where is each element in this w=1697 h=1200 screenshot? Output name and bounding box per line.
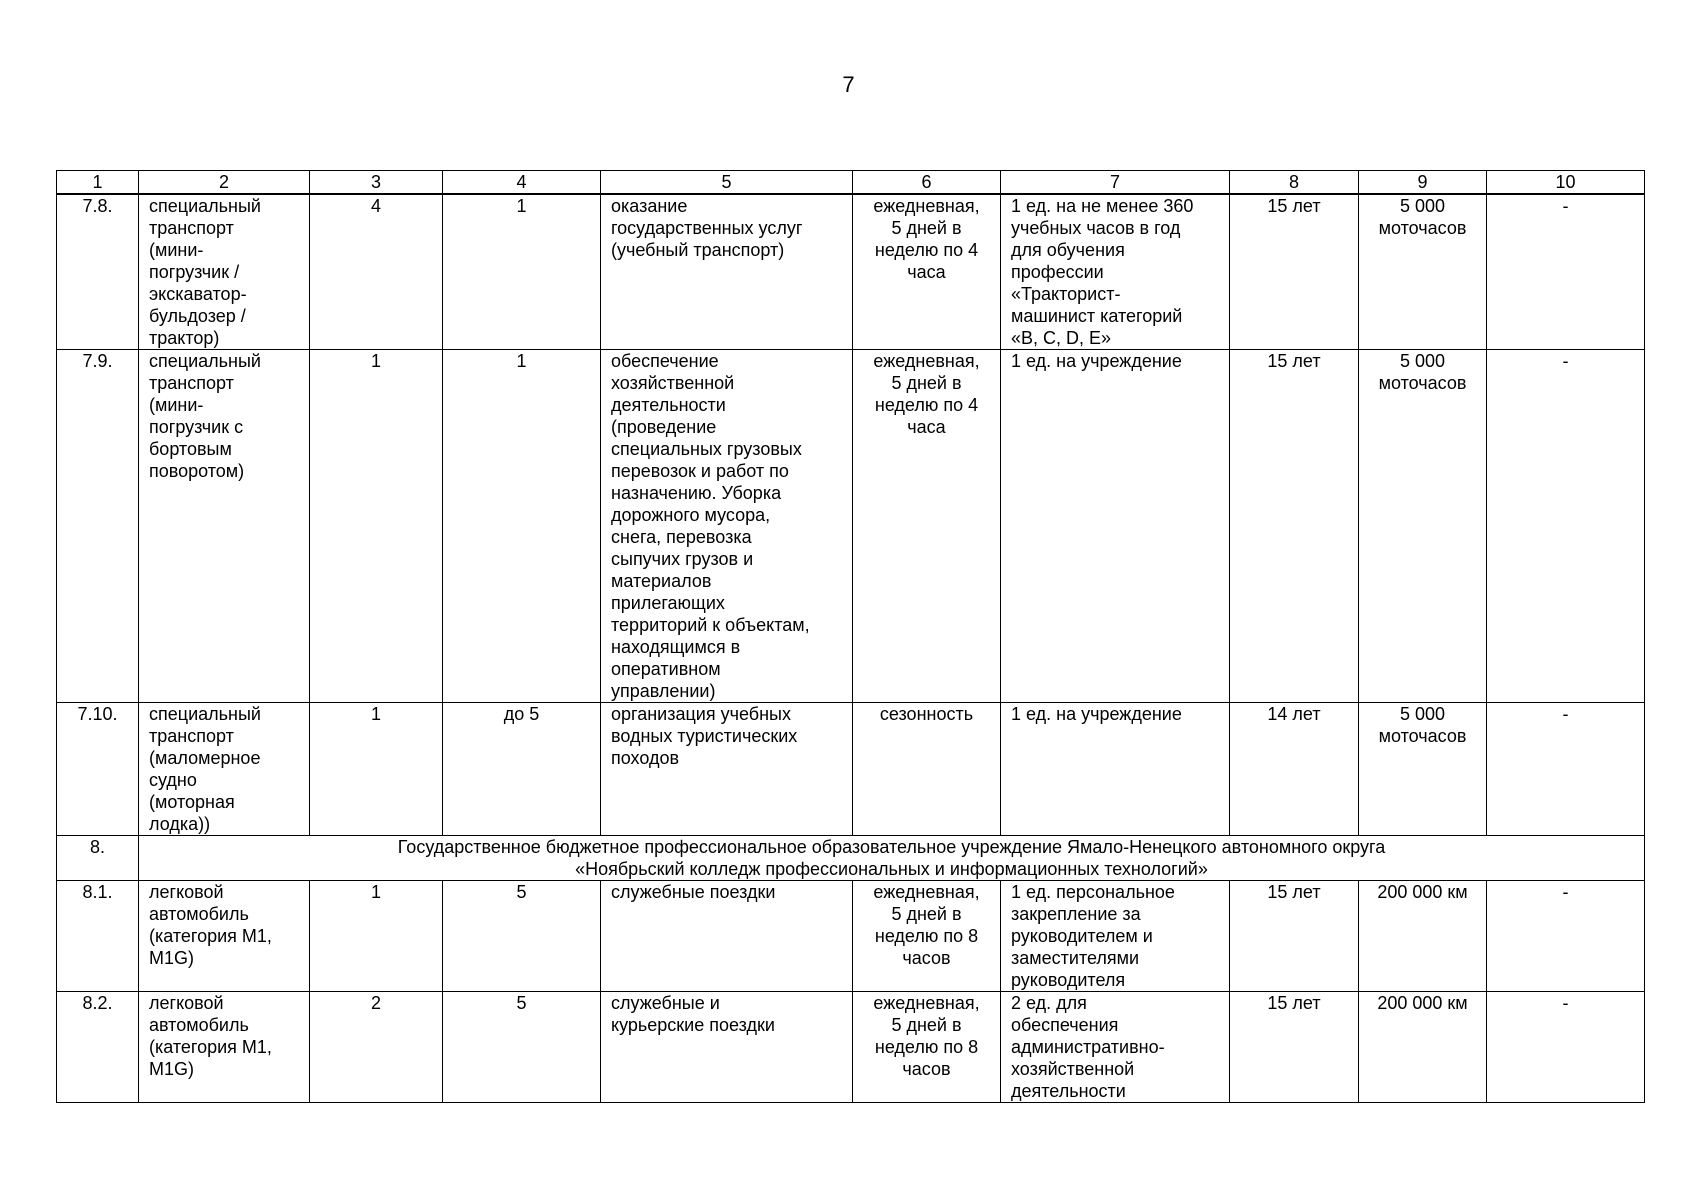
capacity: 5 [443, 992, 601, 1103]
service-term: 15 лет [1230, 992, 1359, 1103]
organization-name: Государственное бюджетное профессиональное образовательное учреждение Ямало-Ненецкого автономного округа «Ноябрьский колледж профессиональных и информационных технологий» [139, 836, 1645, 881]
quantity: 1 [310, 350, 443, 703]
vehicle-type: легковой автомобиль (категория М1, M1G) [139, 992, 310, 1103]
schedule: ежедневная, 5 дней в неделю по 8 часов [853, 992, 1001, 1103]
quantity: 4 [310, 194, 443, 350]
vehicle-norms-table [56, 170, 1645, 1103]
service-term: 14 лет [1230, 703, 1359, 836]
row-number: 8.1. [57, 881, 139, 992]
row-number: 7.10. [57, 703, 139, 836]
capacity: 1 [443, 350, 601, 703]
column-number: 5 [601, 171, 853, 195]
purpose: служебные и курьерские поездки [601, 992, 853, 1103]
table-row [57, 350, 1645, 703]
service-term: 15 лет [1230, 881, 1359, 992]
capacity: 5 [443, 881, 601, 992]
table-row [57, 881, 1645, 992]
capacity: до 5 [443, 703, 601, 836]
page-number: 7 [842, 72, 855, 97]
purpose: оказание государственных услуг (учебный транспорт) [601, 194, 853, 350]
table-row [57, 194, 1645, 350]
norm: 1 ед. на учреждение [1001, 703, 1230, 836]
section-row [57, 836, 1645, 881]
schedule: ежедневная, 5 дней в неделю по 8 часов [853, 881, 1001, 992]
mileage: 200 000 км [1359, 992, 1487, 1103]
section-number: 8. [57, 836, 139, 881]
column-number: 4 [443, 171, 601, 195]
row-number: 8.2. [57, 992, 139, 1103]
column-10-value: - [1487, 703, 1645, 836]
quantity: 1 [310, 881, 443, 992]
quantity: 2 [310, 992, 443, 1103]
row-number: 7.9. [57, 350, 139, 703]
capacity: 1 [443, 194, 601, 350]
vehicle-type: специальный транспорт (мини- погрузчик / экскаватор- бульдозер / трактор) [139, 194, 310, 350]
column-10-value: - [1487, 350, 1645, 703]
schedule: ежедневная, 5 дней в неделю по 4 часа [853, 350, 1001, 703]
norm: 1 ед. на не менее 360 учебных часов в год для обучения профессии «Тракторист- машинист категорий «В, С, D, Е» [1001, 194, 1230, 350]
quantity: 1 [310, 703, 443, 836]
column-number: 8 [1230, 171, 1359, 195]
mileage: 5 000 моточасов [1359, 350, 1487, 703]
norm: 1 ед. на учреждение [1001, 350, 1230, 703]
vehicle-type: специальный транспорт (маломерное судно (моторная лодка)) [139, 703, 310, 836]
column-number: 6 [853, 171, 1001, 195]
row-number: 7.8. [57, 194, 139, 350]
column-number: 10 [1487, 171, 1645, 195]
column-number-row [57, 171, 1645, 195]
mileage: 200 000 км [1359, 881, 1487, 992]
purpose: служебные поездки [601, 881, 853, 992]
schedule: ежедневная, 5 дней в неделю по 4 часа [853, 194, 1001, 350]
column-number: 1 [57, 171, 139, 195]
column-number: 7 [1001, 171, 1230, 195]
purpose: организация учебных водных туристических походов [601, 703, 853, 836]
service-term: 15 лет [1230, 194, 1359, 350]
column-number: 3 [310, 171, 443, 195]
column-10-value: - [1487, 881, 1645, 992]
column-10-value: - [1487, 992, 1645, 1103]
mileage: 5 000 моточасов [1359, 194, 1487, 350]
table-row [57, 992, 1645, 1103]
column-10-value: - [1487, 194, 1645, 350]
table-row [57, 703, 1645, 836]
service-term: 15 лет [1230, 350, 1359, 703]
column-number: 9 [1359, 171, 1487, 195]
vehicle-type: легковой автомобиль (категория М1, M1G) [139, 881, 310, 992]
mileage: 5 000 моточасов [1359, 703, 1487, 836]
vehicle-type: специальный транспорт (мини- погрузчик с бортовым поворотом) [139, 350, 310, 703]
norm: 2 ед. для обеспечения административно- хозяйственной деятельности [1001, 992, 1230, 1103]
norm: 1 ед. персональное закрепление за руководителем и заместителями руководителя [1001, 881, 1230, 992]
schedule: сезонность [853, 703, 1001, 836]
purpose: обеспечение хозяйственной деятельности (проведение специальных грузовых перевозок и работ по назначению. Уборка дорожного мусора, снега, перевозка сыпучих грузов и материалов прилегающих территорий к объектам, находящимся в оперативном управлении) [601, 350, 853, 703]
column-number: 2 [139, 171, 310, 195]
